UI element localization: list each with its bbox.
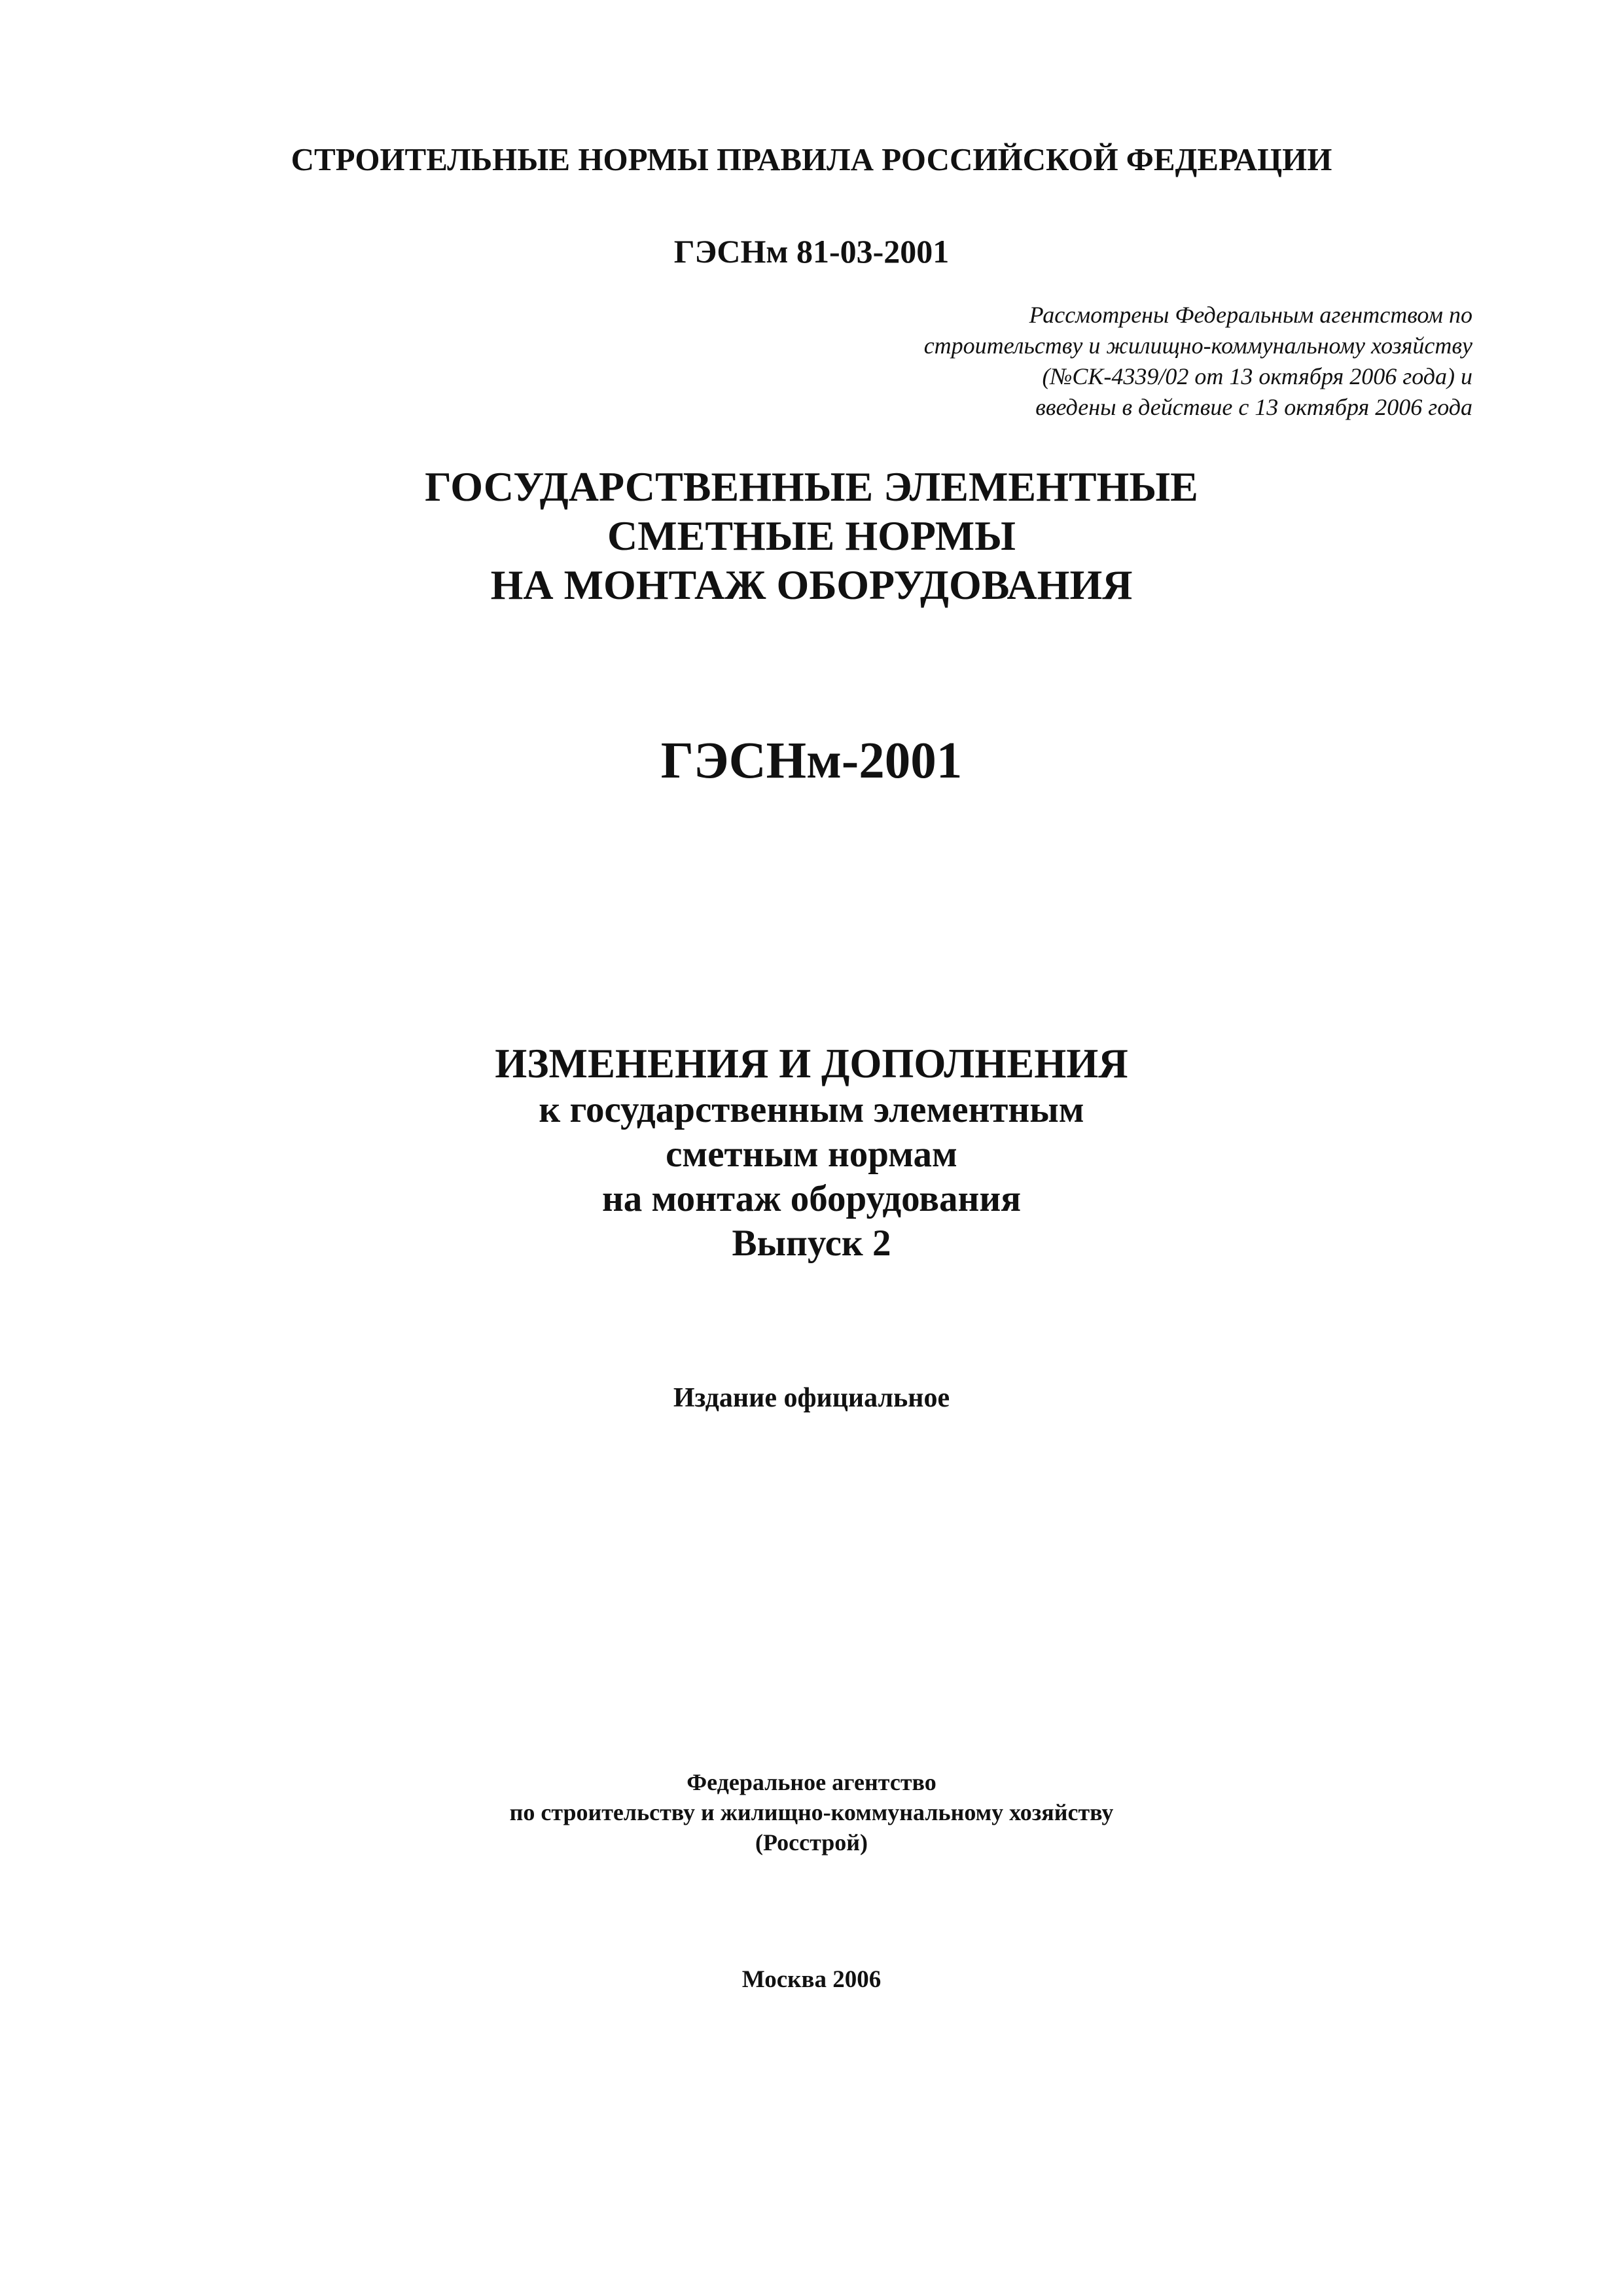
changes-block: [0, 1039, 1623, 1266]
changes-subtitle-line: на монтаж оборудования: [601, 1178, 1022, 1219]
city-year: Москва 2006: [741, 1966, 882, 1993]
document-code: ГЭСНм 81-03-2001: [673, 233, 950, 270]
main-title-line: СМЕТНЫЕ НОРМЫ: [607, 512, 1016, 559]
approval-line: Рассмотрены Федеральным агентством по: [1029, 302, 1472, 328]
changes-subtitle-line: сметным нормам: [666, 1134, 957, 1175]
publisher-line: Федеральное агентство: [687, 1769, 936, 1795]
approval-note: [687, 300, 1472, 423]
approval-line: строительству и жилищно-коммунальному хозяйству: [923, 332, 1472, 359]
publisher-line: по строительству и жилищно-коммунальному хозяйству: [509, 1799, 1114, 1825]
edition-label: Издание официальное: [673, 1383, 950, 1413]
header-title: СТРОИТЕЛЬНЫЕ НОРМЫ ПРАВИЛА РОССИЙСКОЙ ФЕДЕРАЦИИ: [291, 141, 1332, 177]
issue-number: Выпуск 2: [732, 1223, 891, 1264]
changes-subtitle-line: к государственным элементным: [539, 1089, 1084, 1130]
main-title-line: ГОСУДАРСТВЕННЫЕ ЭЛЕМЕНТНЫЕ: [425, 463, 1198, 510]
publisher-line: (Росстрой): [755, 1829, 868, 1856]
publisher-block: [0, 1767, 1623, 1857]
changes-title: ИЗМЕНЕНИЯ И ДОПОЛНЕНИЯ: [495, 1041, 1128, 1086]
approval-line: (№СК-4339/02 от 13 октября 2006 года) и: [1042, 363, 1472, 389]
collection-code: ГЭСНм-2001: [660, 732, 963, 789]
main-title: [0, 462, 1623, 609]
main-title-line: НА МОНТАЖ ОБОРУДОВАНИЯ: [490, 562, 1133, 608]
approval-line: введены в действие с 13 октября 2006 года: [1035, 394, 1472, 420]
